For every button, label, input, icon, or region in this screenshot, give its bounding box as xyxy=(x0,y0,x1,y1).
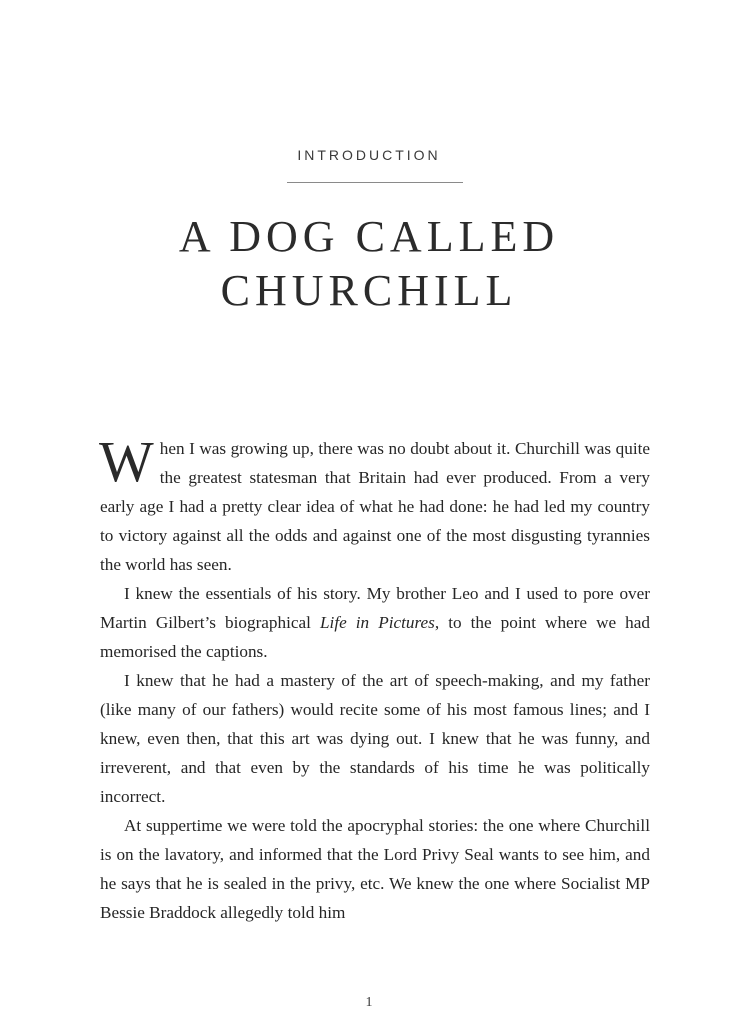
paragraph-1 xyxy=(99,429,650,579)
paragraph-4: At suppertime we were told the apocryphal stories: the one where Churchill is on the lavatory, and informed that the Lord Privy Seal wants to see him, and he says that he is sealed in the privy, etc. We knew the one where Socialist MP Bessie Braddock allegedly told him xyxy=(100,816,650,922)
paragraph-3: I knew that he had a mastery of the art of speech-making, and my father (like many of our fathers) would recite some of his most famous lines; and I knew, even then, that this art was dying out. I knew that he was funny, and irreverent, and that even by the standards of his time he was politically incorrect. xyxy=(100,671,650,806)
kicker-rule xyxy=(287,182,463,183)
chapter-title-line-2: CHURCHILL xyxy=(220,266,518,315)
page-number: 1 xyxy=(365,995,373,1010)
chapter-title xyxy=(0,210,738,318)
paragraph-2-after: , to the point where we had memorised the captions. xyxy=(100,613,650,661)
book-title-italic: Life in Pictures xyxy=(319,613,435,632)
drop-cap: W xyxy=(99,429,154,494)
paragraph-2-before: I knew the essentials of his story. My brother Leo and I used to pore over Martin Gilbert’s biographical xyxy=(100,584,650,632)
body-text xyxy=(99,429,650,927)
paragraph-2 xyxy=(100,579,650,666)
paragraph-1-text: hen I was growing up, there was no doubt about it. Churchill was quite the greatest statesman that Britain had ever produced. From a very early age I had a pretty clear idea of what he had done: he had led my country to victory against all the odds and against one of the most disgusting tyrannies the world has seen. xyxy=(100,439,650,574)
chapter-kicker: INTRODUCTION xyxy=(297,147,441,163)
chapter-title-line-1: A DOG CALLED xyxy=(178,212,560,261)
